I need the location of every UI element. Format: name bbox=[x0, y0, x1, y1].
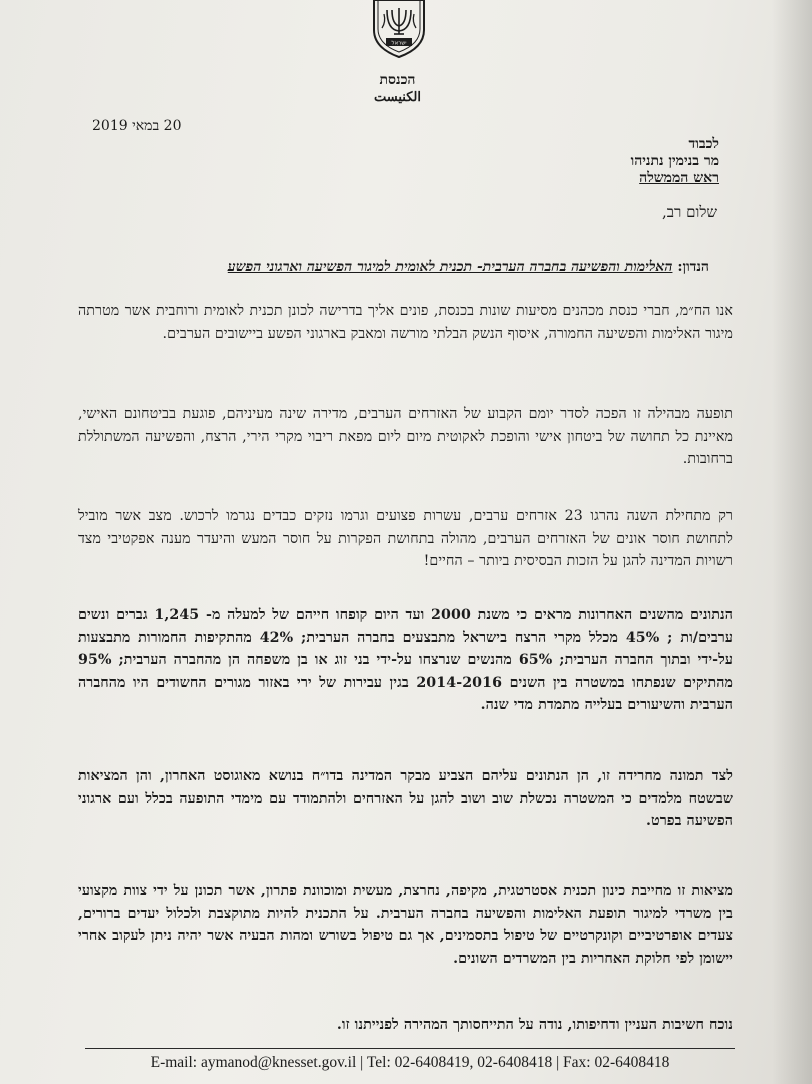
subject-line bbox=[228, 259, 709, 276]
body-paragraph-1: אנו הח״מ, חברי כנסת מכהנים מסיעות שונות בכנסת, פונים אליך בדרישה לכונן תכנית לאומית ורוחבית אשר מטרתה מיגור האלימות והפשיעה החמורה, איסוף הנשק הבלתי מורשה ומאבק בארגוני הפשע ביישובים הערבים. bbox=[78, 303, 733, 342]
body-paragraph-4: הנתונים מהשנים האחרונות מראים כי משנת 2000 ועד היום קופחו חייהם של למעלה מ- 1,245 גברים ונשים ערבים/ות ; 45% מכלל מקרי הרצח בישראל מתבצעים בחברה הערבית; 42% מהתקיפות החמורות מתבצעות על-ידי ובתוך החברה הערבית; 65% מהנשים שנרצחו על-ידי בני זוג או בן משפחה הן מהחברה הערבית; 95% מהתיקים שנפתחו במשטרה בין השנים 2014-2016 בגין עבירות של ירי באזור מגורים החשודים היו מהחברה הערבית והשיעורים בעלייה מתמדת מדי שנה. bbox=[78, 607, 734, 713]
page-shadow bbox=[772, 0, 812, 1084]
subject-prefix: הנדון: bbox=[677, 259, 709, 275]
body-paragraph-7: נוכח חשיבות העניין ודחיפותו, נודה על התייחסותך המהירה לפנייתנו זו. bbox=[336, 1017, 733, 1033]
knesset-emblem-icon bbox=[368, 0, 430, 58]
emblem-label: ישראל bbox=[391, 40, 407, 47]
institution-name-arabic: الكنيست bbox=[374, 90, 421, 105]
body-paragraph-5: לצד תמונה מחרידה זו, הן הנתונים עליהם הצביע מבקר המדינה בדו״ח בנושא מאוגוסט האחרון, והן המציאות שבשטח מלמדים כי המשטרה נכשלת שוב ושוב להגן על האזרחים ולהתמודד עם מימדי התופעה בכלל ועם ארגוני הפשיעה בפרט. bbox=[78, 768, 733, 829]
subject-title: האלימות והפשיעה בחברה הערבית- תכנית לאומית למיגור הפשיעה וארגוני הפשע bbox=[227, 259, 673, 275]
body-paragraph-3: רק מתחילת השנה נהרגו 23 אזרחים ערבים, עשרות פצועים וגרמו נזקים כבדים נגרמו לרכוש. מצב אשר מוביל לתחושת חוסר אונים של האזרחים הערבים, מהולה בתחושת הפקרות על חוסר המעש והיעדר מענה אפקטיבי מצד רשויות המדינה להגן על הזכות הבסיסית ביותר – החיים! bbox=[78, 508, 733, 569]
footer-divider bbox=[85, 1048, 735, 1049]
recipient-salutation: לכבוד bbox=[688, 136, 719, 152]
body-paragraph-2: תופעה מבהילה זו הפכה לסדר יומם הקבוע של האזרחים הערבים, מדירה שינה מעיניהם, פוגעת בביטחונם האישי, מאיינת כל תחושה של ביטחון אישי והופכת לאקוטית מיום ליום מפאת ריבוי מקרי הירי, הרצח, והפשיעה המשתוללת ברחובות. bbox=[78, 406, 733, 467]
recipient-name: מר בנימין נתניהו bbox=[630, 153, 719, 169]
recipient-title: ראש הממשלה bbox=[639, 170, 719, 186]
letter-date: 20 במאי 2019 bbox=[92, 118, 182, 134]
footer-contact: E-mail: aymanod@knesset.gov.il | Tel: 02-6408419, 02-6408418 | Fax: 02-6408418 bbox=[150, 1054, 670, 1071]
body-paragraph-6: מציאות זו מחייבת כינון תכנית אסטרטגית, מקיפה, נחרצת, מעשית ומוכוונת פתרון, אשר תכונן על ידי צוות מקצועי בין משרדי למיגור תופעת האלימות והפשיעה בחברה הערבית. על התכנית להיות מתוקצבת ולכלול יעדים ברורים, צעדים אופרטיביים וקונקרטיים של טיפול בתסמינים, אך גם טיפול בשורש ומהות הבעיה אשר יהיה ניתן לעקוב אחרי יישומן לפי חלוקת האחריות בין המשרדים השונים. bbox=[78, 883, 733, 967]
greeting: שלום רב, bbox=[662, 203, 717, 221]
institution-name-hebrew: הכנסת bbox=[379, 72, 416, 88]
